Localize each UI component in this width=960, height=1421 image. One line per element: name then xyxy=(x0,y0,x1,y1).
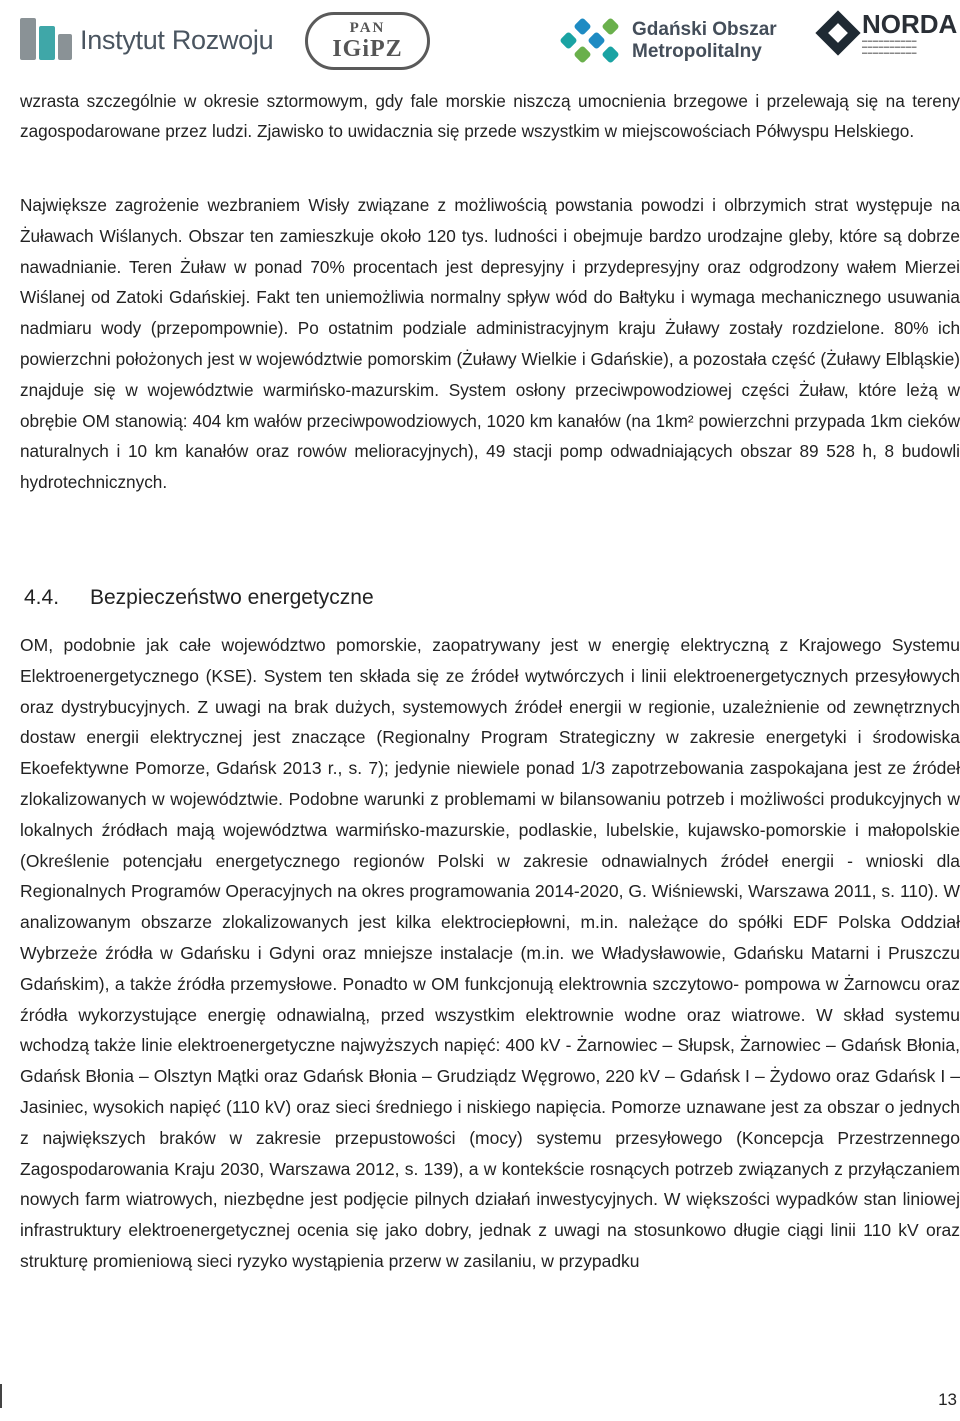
instytut-rozwoju-name: Instytut Rozwoju xyxy=(80,24,274,55)
page-edge-mark xyxy=(0,1384,2,1408)
gom-line-2: Metropolitalny xyxy=(632,41,762,62)
pan-igipz-logo xyxy=(305,12,430,70)
gom-mark-icon xyxy=(560,14,622,68)
paragraph-1: wzrasta szczególnie w okresie sztormowym, gdy fale morskie niszczą umocnienia brzegowe i przelewają się na tereny zagospodarowane przez ludzi. Zjawisko to uwidacznia się przede wszystkim w miejscowościach Półwyspu Helskiego. xyxy=(20,91,960,142)
instytut-rozwoju-mark-icon xyxy=(20,18,72,62)
section-number: 4.4. xyxy=(24,586,60,609)
gom-line-1: Gdański Obszar xyxy=(632,19,777,40)
page-number: 13 xyxy=(938,1390,957,1409)
igipz-label: IGiPZ xyxy=(332,36,403,62)
paragraph-3: OM, podobnie jak całe województwo pomorskie, zaopatrywany jest w energię elektryczną z Krajowego Systemu Elektroenergetycznego (KSE). System ten składa się ze źródeł wytwórczych i linii elektroenergetycznych przesyłowych oraz dystrybucyjnych. Z uwagi na brak dużych, systemowych źródeł energii w regionie, uzależnienie od zewnętrznych dostaw energii elektrycznej jest znaczące (Regionalny Program Strategiczny w zakresie energetyki i środowiska Ekoefektywne Pomorze, Gdańsk 2013 r., s. 7); jedynie niewiele ponad 1/3 zapotrzebowania zaspokajana jest ze źródeł zlokalizowanych w województwie. Podobne warunki z problemami w bilansowaniu potrzeb i możliwości produkcyjnych w lokalnych źródłach mają województwa warmińsko-mazurskie, podlaskie, lubelskie, kujawsko-pomorskie i małopolskie (Określenie potencjału energetycznego regionów Polski w zakresie odnawialnych źródeł energii - wnioski dla Regionalnych Programów Operacyjnych na okres programowania 2014-2020, G. Wiśniewski, Warszawa 2011, s. 110). W analizowanym obszarze zlokalizowanych jest kilka elektrociepłowni, m.in. należące do spółki EDF Polska Oddział Wybrzeże źródła w Gdańsku i Gdyni oraz mniejsze instalacje (m.in. we Władysławowie, Gdańsku Matarni i Pruszczu Gdańskim), a także źródła przemysłowe. Ponadto w OM funkcjonują elektrownia szczytowo- pompowa w Żarnowcu oraz źródła wykorzystujące energię odnawialną, przed wszystkim elektrownie wodne oraz wiatrowe. W skład systemu wchodzą także linie elektroenergetyczne najwyższych napięć: 400 kV - Żarnowiec – Słupsk, Żarnowiec – Gdańsk Błonia, Gdańsk Błonia – Olsztyn Mątki oraz Gdańsk Błonia – Grudziądz Węgrowo, 220 kV – Gdańsk I – Żydowo oraz Gdańsk I – Jasiniec, wysokich napięć (110 kV) oraz sieci średniego i niskiego napięcia. Pomorze uznawane jest za obszar o jednych z największych braków w zakresie przepustowości (mocy) systemu przesyłowego (Koncepcja Przestrzennego Zagospodarowania Kraju 2030, Warszawa 2012, s. 139), a w kontekście rosnących potrzeb związanych z przyłączaniem nowych farm wiatrowych, niezbędne jest podjęcie pilnych działań inwestycyjnych. W większości wypadków stan liniowej infrastruktury elektroenergetycznej ocenia się jako dobry, jednak z uwagi na stosunkowo długie ciągi linii 110 kV oraz strukturę promieniową sieci ryzyko wystąpienia przerw w zasilaniu, w przypadku xyxy=(20,635,960,1271)
gom-logo xyxy=(560,14,777,68)
page-header xyxy=(0,0,960,80)
norda-name: NORDA xyxy=(862,9,958,39)
norda-mark-icon xyxy=(818,13,858,53)
section-heading xyxy=(24,586,374,610)
section-title: Bezpieczeństwo energetyczne xyxy=(90,586,374,609)
paragraph-2: Największe zagrożenie wezbraniem Wisły związane z możliwością powstania powodzi i olbrzymich strat występuje na Żuławach Wiślanych. Obszar ten zamieszkuje około 120 tys. ludności i obejmuje bardzo urodzajne gleby, które są dobrze nawadnianie. Teren Żuław w ponad 70% procentach jest depresyjny i przydepresyjny oraz odgrodzony wałem Mierzei Wiślanej od Zatoki Gdańskiej. Fakt ten uniemożliwia normalny spływ wód do Bałtyku i wymaga mechanicznego usuwania nadmiaru wody (przepompownie). Po ostatnim podziale administracyjnym kraju Żuławy zostały rozdzielone. 80% ich powierzchni położonych jest w województwie pomorskim (Żuławy Wielkie i Gdańskie), a pozostała część (Żuławy Elbląskie) znajduje się w województwie warmińsko-mazurskim. System osłony przeciwpowodziowej części Żuław, które leżą w obrębie OM stanowią: 404 km wałów przeciwpowodziowych, 1020 km kanałów (na 1km² powierzchni przypada 1km cieków naturalnych i 10 km kanałów oraz rowów melioracyjnych), 49 stacji pomp odwadniających obszar 89 528 h, 8 budowli hydrotechnicznych. xyxy=(20,195,960,493)
norda-logo: NORDA ▬▬▬▬▬▬▬▬▬▬ ▬▬▬▬▬▬▬▬▬▬ ▬▬▬▬▬▬▬▬▬▬ xyxy=(818,10,957,56)
norda-tagline-graphic: ▬▬▬▬▬▬▬▬▬▬ xyxy=(862,38,917,44)
pan-label: PAN xyxy=(349,20,386,36)
instytut-rozwoju-logo xyxy=(20,18,273,62)
